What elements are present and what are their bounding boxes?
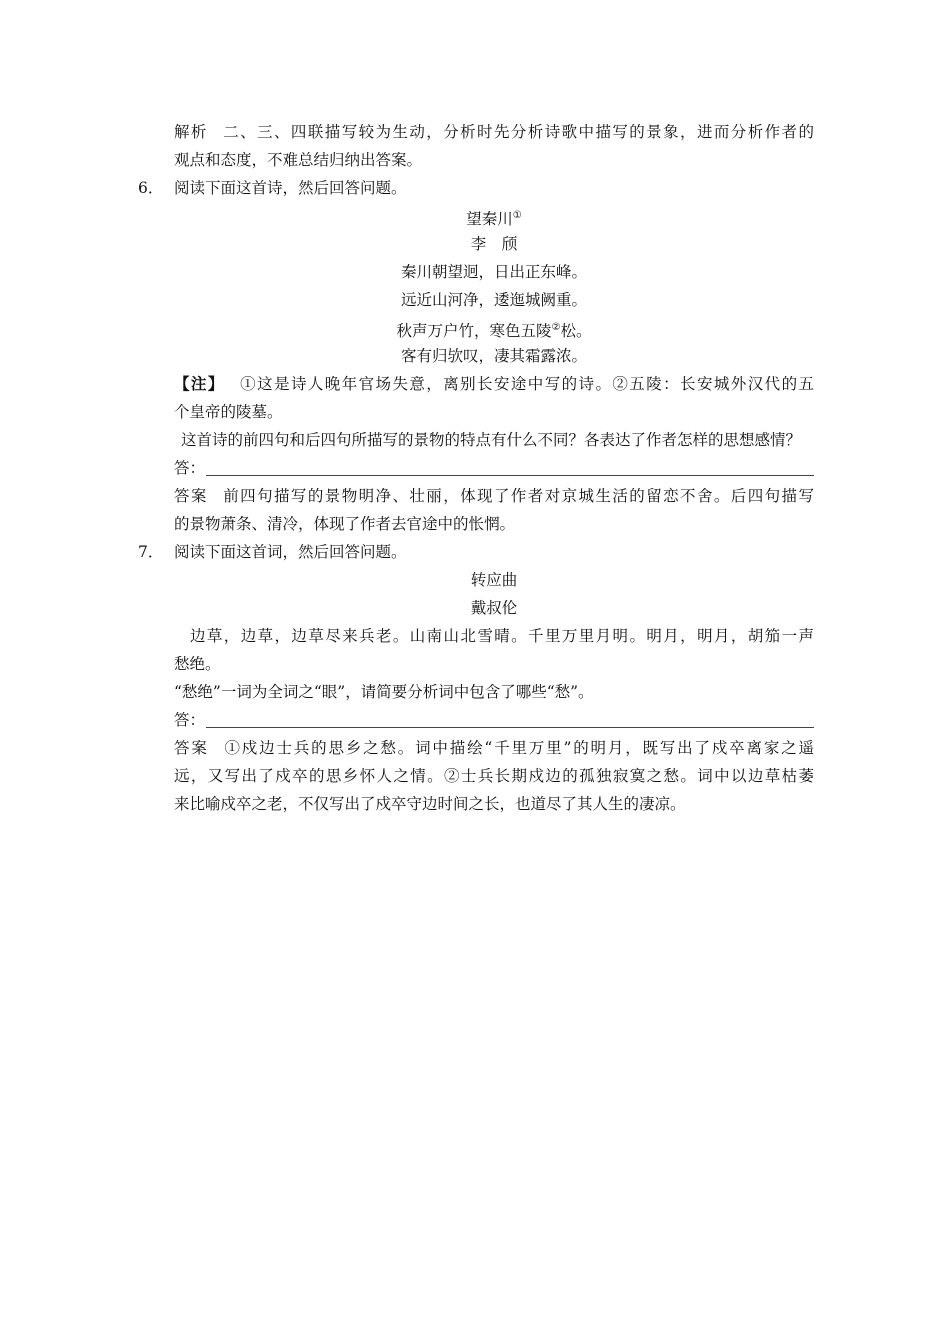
q7-number: 7． [138, 543, 164, 561]
q7-answer-label: 答案 [174, 739, 209, 757]
q7-answer-line-2: 远，又写出了戍卒的思乡怀人之情。②士兵长期戍边的孤独寂寞之愁。词中以边草枯萎 [174, 767, 814, 785]
q6-verse-2: 远近山河净，逶迤城阙重。 [400, 291, 587, 309]
q6-note-line-1 [174, 370, 814, 398]
q7-answer-line [206, 727, 814, 728]
q7-poem-text-1: 边草，边草，边草尽来兵老。山南山北雪晴。千里万里月明。明月，明月，胡笳一声 [190, 627, 814, 645]
q6-verse-1: 秦川朝望迥，日出正东峰。 [400, 263, 587, 281]
q6-answer-text-1: 前四句描写的景物明净、壮丽，体现了作者对京城生活的留恋不舍。后四句描写 [221, 487, 814, 505]
q7-answer-prefix: 答： [174, 711, 206, 729]
q6-verse-3-text: 秋声万户竹，寒色五陵 [396, 322, 552, 340]
q6-poem-title [174, 202, 814, 230]
q6-note-text-1: ①这是诗人晚年官场失意，离别长安途中写的诗。②五陵：长安城外汉代的五 [238, 375, 814, 393]
q6-number: 6． [138, 179, 164, 197]
q6-answer-line [206, 475, 814, 476]
q6-answer-prefix: 答： [174, 459, 206, 477]
q7-answer-line-1 [174, 734, 814, 762]
analysis-label: 解析 [174, 123, 208, 141]
q7-poem-title: 转应曲 [470, 571, 518, 589]
q7-author: 戴叔伦 [470, 599, 518, 617]
q7-answer-line-3: 来比喻戍卒之老，不仅写出了戍卒守边时间之长，也道尽了其人生的凄凉。 [174, 795, 686, 813]
q6-title-footnote-mark: ① [512, 210, 522, 221]
q6-verse-3 [174, 314, 814, 342]
q6-answer-line-2: 的景物萧条、清冷，体现了作者去官途中的怅惘。 [174, 515, 516, 533]
q6-answer-label: 答案 [174, 487, 208, 505]
q6-note-line-2: 个皇帝的陵墓。 [174, 403, 283, 421]
analysis-line-2: 观点和态度，不难总结归纳出答案。 [174, 151, 423, 169]
analysis-line-1 [174, 118, 814, 146]
q6-prompt: 阅读下面这首诗，然后回答问题。 [174, 179, 407, 197]
q6-question: 这首诗的前四句和后四句所描写的景物的特点有什么不同？各表达了作者怎样的思想感情？ [181, 431, 802, 449]
analysis-text-1: 二、三、四联描写较为生动，分析时先分析诗歌中描写的景象，进而分析作者的 [221, 123, 814, 141]
q6-answer-field[interactable] [174, 454, 814, 482]
q6-verse-3-footnote-mark: ② [551, 322, 561, 333]
q7-prompt: 阅读下面这首词，然后回答问题。 [174, 543, 407, 561]
q7-poem-text-2: 愁绝。 [174, 655, 221, 673]
q6-author: 李 颀 [470, 235, 518, 253]
q6-verse-4: 客有归欤叹，凄其霜露浓。 [400, 347, 587, 365]
q7-answer-text-1: ①戍边士兵的思乡之愁。词中描绘“千里万里”的明月，既写出了戍卒离家之遥 [222, 739, 814, 757]
q6-verse-3-end: 松。 [560, 322, 592, 340]
q6-answer-line-1 [174, 482, 814, 510]
q6-title-text: 望秦川 [466, 210, 513, 228]
q7-answer-field[interactable] [174, 706, 814, 734]
q6-note-label: 【注】 [174, 374, 225, 393]
q7-question: “愁绝”一词为全词之“眼”，请简要分析词中包含了哪些“愁”。 [174, 683, 594, 701]
